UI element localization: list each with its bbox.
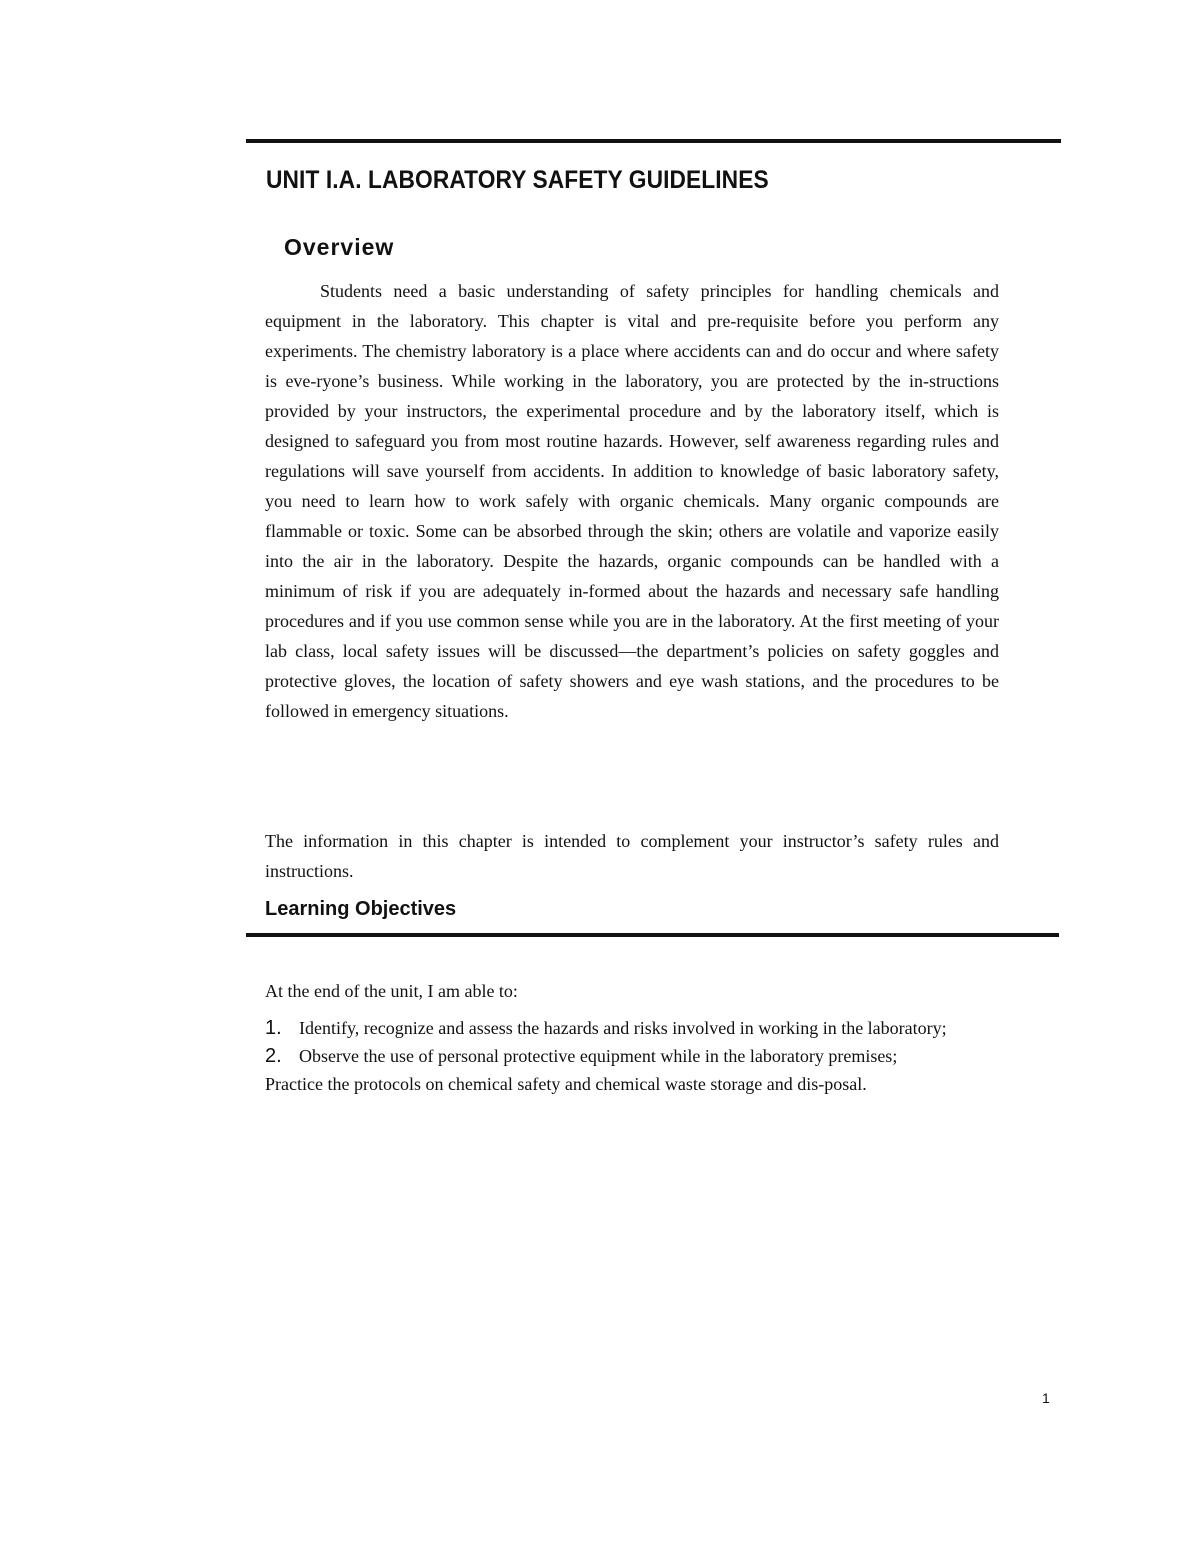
objective-text: Observe the use of personal protective equipment while in the laboratory premises; [299, 1046, 898, 1066]
objective-item-1 [265, 1016, 995, 1040]
objectives-intro: At the end of the unit, I am able to: [265, 981, 518, 1001]
objectives-list [265, 1016, 995, 1096]
objective-number: 2. [265, 1045, 282, 1067]
objective-number: 1. [265, 1017, 282, 1039]
overview-heading: Overview [284, 234, 395, 260]
unit-title: UNIT I.A. LABORATORY SAFETY GUIDELINES [266, 166, 769, 194]
learning-objectives-heading: Learning Objectives [265, 898, 457, 920]
objectives-rule [246, 933, 1059, 937]
page-number: 1 [1042, 1390, 1050, 1406]
overview-paragraph-1: Students need a basic understanding of safety principles for handling chemicals and equipment in the laboratory. This chapter is vital and pre-requisite before you perform any experiments. The chemistry laboratory is a place where accidents can and do occur and where safety is eve-ryone’s business. While working in the laboratory, you are protected by the in-structions provided by your instructors, the experimental procedure and by the laboratory itself, which is designed to safeguard you from most routine hazards. However, self awareness regarding rules and regulations will save yourself from accidents. In addition to knowledge of basic laboratory safety, you need to learn how to work safely with organic chemicals. Many organic compounds are flammable or toxic. Some can be absorbed through the skin; others are volatile and vaporize easily into the air in the laboratory. Despite the hazards, organic compounds can be handled with a minimum of risk if you are adequately in-formed about the hazards and necessary safe handling procedures and if you use common sense while you are in the laboratory. At the first meeting of your lab class, local safety issues will be discussed—the department’s policies on safety goggles and protective gloves, the location of safety showers and eye wash stations, and the procedures to be followed in emergency situations. [265, 281, 999, 721]
overview-paragraph-2: The information in this chapter is intended to complement your instructor’s safety rules and instructions. [265, 831, 999, 881]
objective-text: Practice the protocols on chemical safety and chemical waste storage and dis-posal. [265, 1074, 867, 1094]
objective-item-2 [265, 1044, 995, 1068]
objective-text: Identify, recognize and assess the hazards and risks involved in working in the laboratory; [299, 1018, 947, 1038]
top-rule [246, 139, 1061, 143]
objective-item-3 [265, 1072, 995, 1096]
